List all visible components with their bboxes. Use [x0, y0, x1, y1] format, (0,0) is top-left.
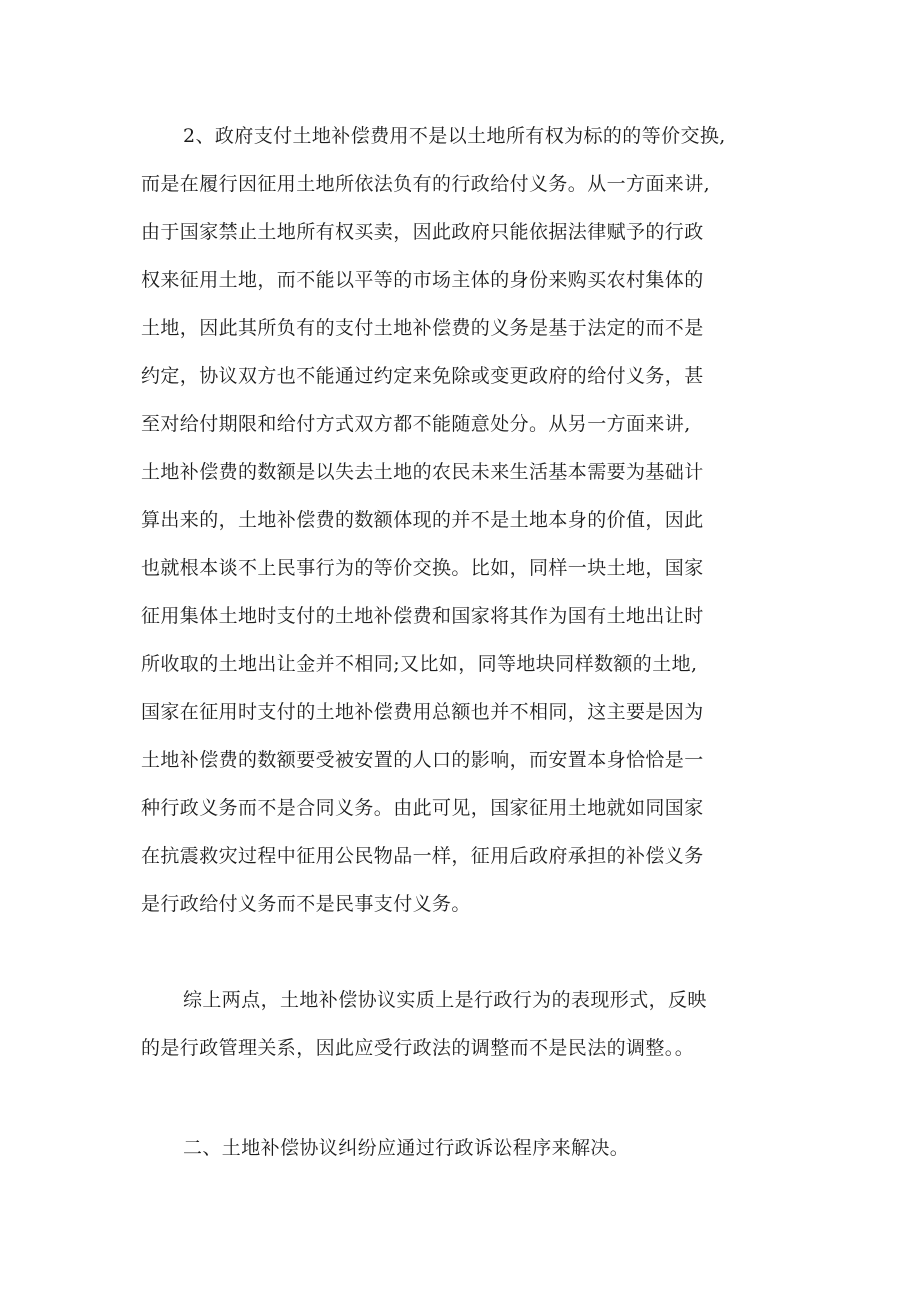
paragraph-line: 综上两点，土地补偿协议实质上是行政行为的表现形式，反映 [183, 989, 707, 1011]
paragraph-line: 至对给付期限和给付方式双方都不能随意处分。从另一方面来讲, [141, 413, 691, 435]
paragraph-line: 约定，协议双方也不能通过约定来免除或变更政府的给付义务，甚 [141, 365, 704, 387]
paragraph-line: 所收取的土地出让金并不相同;又比如，同等地块同样数额的土地, [141, 653, 698, 675]
paragraph-line: 2、政府支付土地补偿费用不是以土地所有权为标的的等价交换, [183, 125, 726, 147]
paragraph-line: 的是行政管理关系，因此应受行政法的调整而不是民法的调整。。 [141, 1037, 695, 1059]
paragraph-line: 是行政给付义务而不是民事支付义务。 [141, 893, 471, 915]
paragraph-line: 国家在征用时支付的土地补偿费用总额也并不相同，这主要是因为 [141, 701, 704, 723]
paragraph-summary [141, 976, 793, 1072]
paragraph-line: 算出来的，土地补偿费的数额体现的并不是土地本身的价值，因此 [141, 509, 704, 531]
paragraph-line: 由于国家禁止土地所有权买卖，因此政府只能依据法律赋予的行政 [141, 221, 704, 243]
paragraph-line: 土地，因此其所负有的支付土地补偿费的义务是基于法定的而不是 [141, 317, 704, 339]
paragraph-line: 也就根本谈不上民事行为的等价交换。比如，同样一块土地，国家 [141, 557, 704, 579]
paragraph-line: 二、土地补偿协议纠纷应通过行政诉讼程序来解决。 [183, 1137, 630, 1159]
paragraph-line: 土地补偿费的数额是以失去土地的农民未来生活基本需要为基础计 [141, 461, 704, 483]
paragraph-line: 而是在履行因征用土地所依法负有的行政给付义务。从一方面来讲, [141, 173, 711, 195]
paragraph-line: 种行政义务而不是合同义务。由此可见，国家征用土地就如同国家 [141, 797, 704, 819]
paragraph-line: 征用集体土地时支付的土地补偿费和国家将其作为国有土地出让时 [141, 605, 704, 627]
paragraph-line: 在抗震救灾过程中征用公民物品一样，征用后政府承担的补偿义务 [141, 845, 704, 867]
section-heading-dispute-resolution [141, 1124, 793, 1172]
paragraph-government-payment [141, 112, 793, 928]
paragraph-line: 权来征用土地，而不能以平等的市场主体的身份来购买农村集体的 [141, 269, 704, 291]
paragraph-line: 土地补偿费的数额要受被安置的人口的影响，而安置本身恰恰是一 [141, 749, 704, 771]
